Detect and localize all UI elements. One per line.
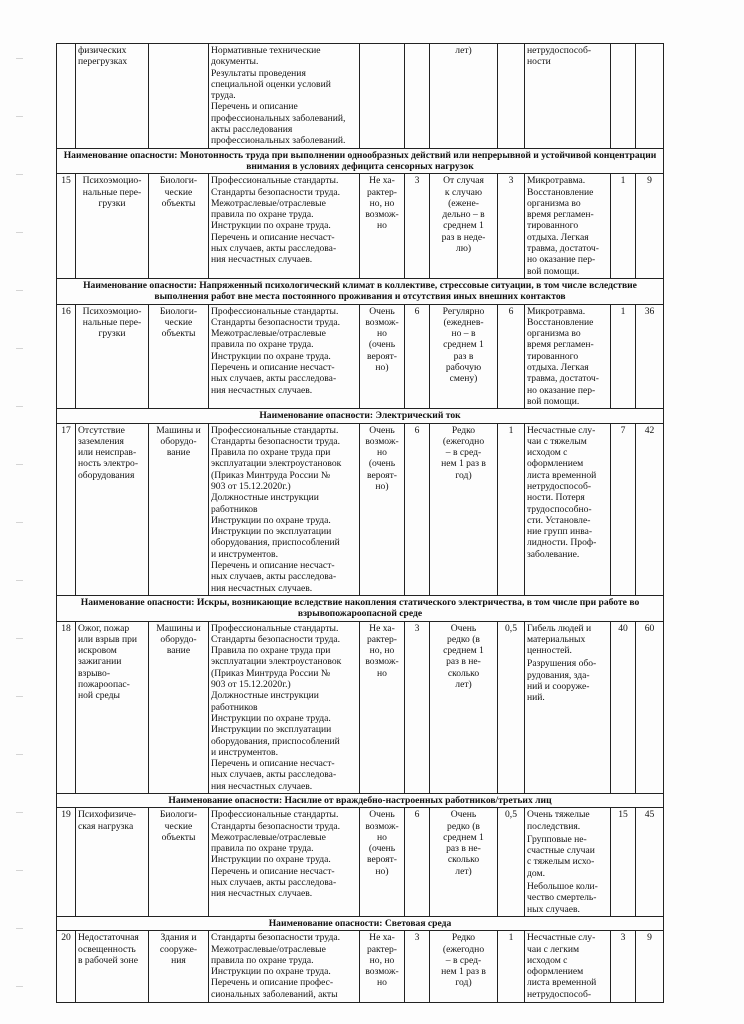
hazard-object: Здания и сооруже- ния bbox=[149, 931, 209, 1003]
hazard-object: Машины и оборудо- вание bbox=[149, 423, 209, 595]
frequency-score: 0,5 bbox=[498, 621, 525, 793]
consequences bbox=[525, 808, 611, 917]
frequency: От случая к случаю (ежене- дельно – в среднем 1 раз в неде- лю) bbox=[430, 174, 498, 279]
table-row bbox=[57, 174, 664, 279]
table-row bbox=[57, 621, 664, 793]
frequency-score: 0,5 bbox=[498, 808, 525, 917]
risk-score: 36 bbox=[636, 304, 664, 409]
hazard-section-header: Наименование опасности: Монотонность труда при выполнении однообразных действий или непрерывной и устойчивой концентрации внимания в условиях дефицита сенсорных нагрузок bbox=[57, 148, 664, 174]
frequency: Очень редко (в среднем 1 раз в не- сколько лет) bbox=[430, 621, 498, 793]
hazard-object: Машины и оборудо- вание bbox=[149, 621, 209, 793]
frequency: лет) bbox=[430, 44, 498, 149]
row-number: 16 bbox=[57, 304, 76, 409]
hazard-section-header: Наименование опасности: Искры, возникающие вследствие накопления статического электричества, в том числе при работе во взрывопожароопасной среде bbox=[57, 595, 664, 621]
consequence-score: 1 bbox=[611, 174, 636, 279]
row-number: 19 bbox=[57, 808, 76, 917]
probability: Не ха- рактер- но, но возмож- но bbox=[360, 621, 405, 793]
hazard-name: Ожог, пожар или взрыв при искровом зажигании взрыво- пожароопас- ной среды bbox=[76, 621, 149, 793]
row-number: 15 bbox=[57, 174, 76, 279]
frequency-score: 1 bbox=[498, 423, 525, 595]
frequency-score: 3 bbox=[498, 174, 525, 279]
binder-hole-marks bbox=[16, 0, 26, 1024]
consequence-score: 3 bbox=[611, 931, 636, 1003]
section-header-row bbox=[57, 148, 664, 174]
measures-text: Перечень и описание профессиональных заболеваний, акты расследования профессиональных заболеваний. bbox=[211, 101, 346, 147]
section-header-row bbox=[57, 794, 664, 808]
hazard-section-header: Наименование опасности: Электрический ток bbox=[57, 409, 664, 423]
hazard-section-header: Наименование опасности: Световая среда bbox=[57, 916, 664, 930]
probability-score: 3 bbox=[405, 174, 430, 279]
control-measures: Профессиональные стандарты. Стандарты безопасности труда. Межотраслевые/отраслевые правила по охране труда. Инструкции по охране труда. Перечень и описание несчаст- ных случаев, акты расследова- ния несчастных случаев. bbox=[209, 304, 360, 409]
hazard-name: Психоэмоцио- нальные пере- грузки bbox=[76, 304, 149, 409]
risk-score: 42 bbox=[636, 423, 664, 595]
table-row bbox=[57, 808, 664, 917]
measures-text: Результаты проведения специальной оценки условий труда. bbox=[211, 67, 331, 102]
hazard-risk-table bbox=[56, 43, 664, 1003]
consequence-score: 40 bbox=[611, 621, 636, 793]
probability-score: 6 bbox=[405, 304, 430, 409]
hazard-object bbox=[149, 44, 209, 149]
table-row bbox=[57, 931, 664, 1003]
hazard-section-header: Наименование опасности: Напряженный психологический климат в коллективе, стрессовые ситуации, в том числе вследствие выполнения работ вне места постоянного проживания и отсутствия иных внешних контактов bbox=[57, 278, 664, 304]
hazard-name: физических перегрузках bbox=[76, 44, 149, 149]
control-measures: Профессиональные стандарты. Стандарты безопасности труда. Межотраслевые/отраслевые правила по охране труда. Инструкции по охране труда. Перечень и описание несчаст- ных случаев, акты расследова- ния несчастных случаев. bbox=[209, 174, 360, 279]
hazard-section-header: Наименование опасности: Насилие от враждебно-настроенных работников/третьих лиц bbox=[57, 794, 664, 808]
consequences-text: Небольшое коли- чество смертель- ных случаев. bbox=[527, 881, 598, 915]
frequency: Редко (ежегодно – в сред- нем 1 раз в год) bbox=[430, 931, 498, 1003]
control-measures: Профессиональные стандарты. Стандарты безопасности труда. Правила по охране труда при эксплуатации электроустановок (Приказ Минтруда России № 903 от 15.12.2020г.) Должностные инструкции работников Инструкции по охране труда. Инструкции по эксплуатации оборудования, приспособлений и инструментов. Перечень и описание несчаст- ных случаев, акты расследова- ния несчастных случаев. bbox=[209, 423, 360, 595]
risk-score: 9 bbox=[636, 174, 664, 279]
control-measures: Стандарты безопасности труда. Межотраслевые/отраслевые правила по охране труда. Инструкции по охране труда. Перечень и описание профес- сиональных заболеваний, акты bbox=[209, 931, 360, 1003]
consequence-score bbox=[611, 44, 636, 149]
consequences: Несчастные слу- чаи с тяжелым исходом с оформлением листа временной нетрудоспособ- ности. Потеря трудоспособно- сти. Установле- ние групп инва- лидности. Проф- заболевание. bbox=[525, 423, 611, 595]
hazard-name: Психоэмоцио- нальные пере- грузки bbox=[76, 174, 149, 279]
control-measures: Профессиональные стандарты. Стандарты безопасности труда. Межотраслевые/отраслевые правила по охране труда. Инструкции по охране труда. Перечень и описание несчаст- ных случаев, акты расследова- ния несчастных случаев. bbox=[209, 808, 360, 917]
control-measures: Профессиональные стандарты. Стандарты безопасности труда. Правила по охране труда при эксплуатации электроустановок (Приказ Минтруда России № 903 от 15.12.2020г.) Должностные инструкции работников Инструкции по охране труда. Инструкции по эксплуатации оборудования, приспособлений и инструментов. Перечень и описание несчаст- ных случаев, акты расследова- ния несчастных случаев. bbox=[209, 621, 360, 793]
table-row bbox=[57, 423, 664, 595]
hazard-object: Биологи- ческие объекты bbox=[149, 304, 209, 409]
consequences-text: Разрушения обо- рудования, зда- ний и сооруже- ний. bbox=[527, 658, 597, 704]
hazard-name: Недостаточная освещенность в рабочей зоне bbox=[76, 931, 149, 1003]
frequency-score bbox=[498, 44, 525, 149]
probability: Очень возмож- но (очень вероят- но) bbox=[360, 423, 405, 595]
consequences-text: Очень тяжелые последствия. bbox=[527, 809, 590, 832]
probability-score: 3 bbox=[405, 621, 430, 793]
probability: Очень возмож- но (очень вероят- но) bbox=[360, 304, 405, 409]
row-number: 20 bbox=[57, 931, 76, 1003]
risk-score: 60 bbox=[636, 621, 664, 793]
measures-text: Нормативные технические документы. bbox=[211, 45, 321, 68]
section-header-row bbox=[57, 595, 664, 621]
frequency-score: 1 bbox=[498, 931, 525, 1003]
consequence-score: 1 bbox=[611, 304, 636, 409]
consequences-text: Гибель людей и материальных ценностей. bbox=[527, 622, 592, 657]
section-header-row bbox=[57, 409, 664, 423]
probability: Не ха- рактер- но, но возмож- но bbox=[360, 174, 405, 279]
section-header-row bbox=[57, 278, 664, 304]
table-row bbox=[57, 44, 664, 149]
row-number: 17 bbox=[57, 423, 76, 595]
probability-score: 6 bbox=[405, 808, 430, 917]
probability-score: 6 bbox=[405, 423, 430, 595]
risk-score: 9 bbox=[636, 931, 664, 1003]
table-row bbox=[57, 304, 664, 409]
hazard-object: Биологи- ческие объекты bbox=[149, 174, 209, 279]
consequences: Микротравма. Восстановление организма во время регламен- тированного отдыха. Легкая травма, достаточ- но оказание пер- вой помощи. bbox=[525, 174, 611, 279]
row-number bbox=[57, 44, 76, 149]
control-measures bbox=[209, 44, 360, 149]
section-header-row bbox=[57, 916, 664, 930]
frequency: Редко (ежегодно – в сред- нем 1 раз в год) bbox=[430, 423, 498, 595]
consequences: нетрудоспособ- ности bbox=[525, 44, 611, 149]
probability bbox=[360, 44, 405, 149]
hazard-name: Психофизиче- ская нагрузка bbox=[76, 808, 149, 917]
frequency-score: 6 bbox=[498, 304, 525, 409]
probability: Очень возмож- но (очень вероят- но) bbox=[360, 808, 405, 917]
consequences bbox=[525, 621, 611, 793]
probability-score bbox=[405, 44, 430, 149]
consequence-score: 15 bbox=[611, 808, 636, 917]
hazard-name: Отсутствие заземления или неисправ- ность электро- оборудования bbox=[76, 423, 149, 595]
probability: Не ха- рактер- но, но возмож- но bbox=[360, 931, 405, 1003]
row-number: 18 bbox=[57, 621, 76, 793]
frequency: Очень редко (в среднем 1 раз в не- сколько лет) bbox=[430, 808, 498, 917]
risk-score bbox=[636, 44, 664, 149]
consequences-text: Групповые не- счастные случаи с тяжелым исхо- дом. bbox=[527, 833, 595, 879]
consequence-score: 7 bbox=[611, 423, 636, 595]
consequences: Микротравма. Восстановление организма во время регламен- тированного отдыха. Легкая травма, достаточ- но оказание пер- вой помощи. bbox=[525, 304, 611, 409]
risk-score: 45 bbox=[636, 808, 664, 917]
frequency: Регулярно (ежеднев- но – в среднем 1 раз в рабочую смену) bbox=[430, 304, 498, 409]
consequences: Несчастные слу- чаи с легким исходом с оформлением листа временной нетрудоспособ- bbox=[525, 931, 611, 1003]
hazard-object: Биологи- ческие объекты bbox=[149, 808, 209, 917]
probability-score: 3 bbox=[405, 931, 430, 1003]
